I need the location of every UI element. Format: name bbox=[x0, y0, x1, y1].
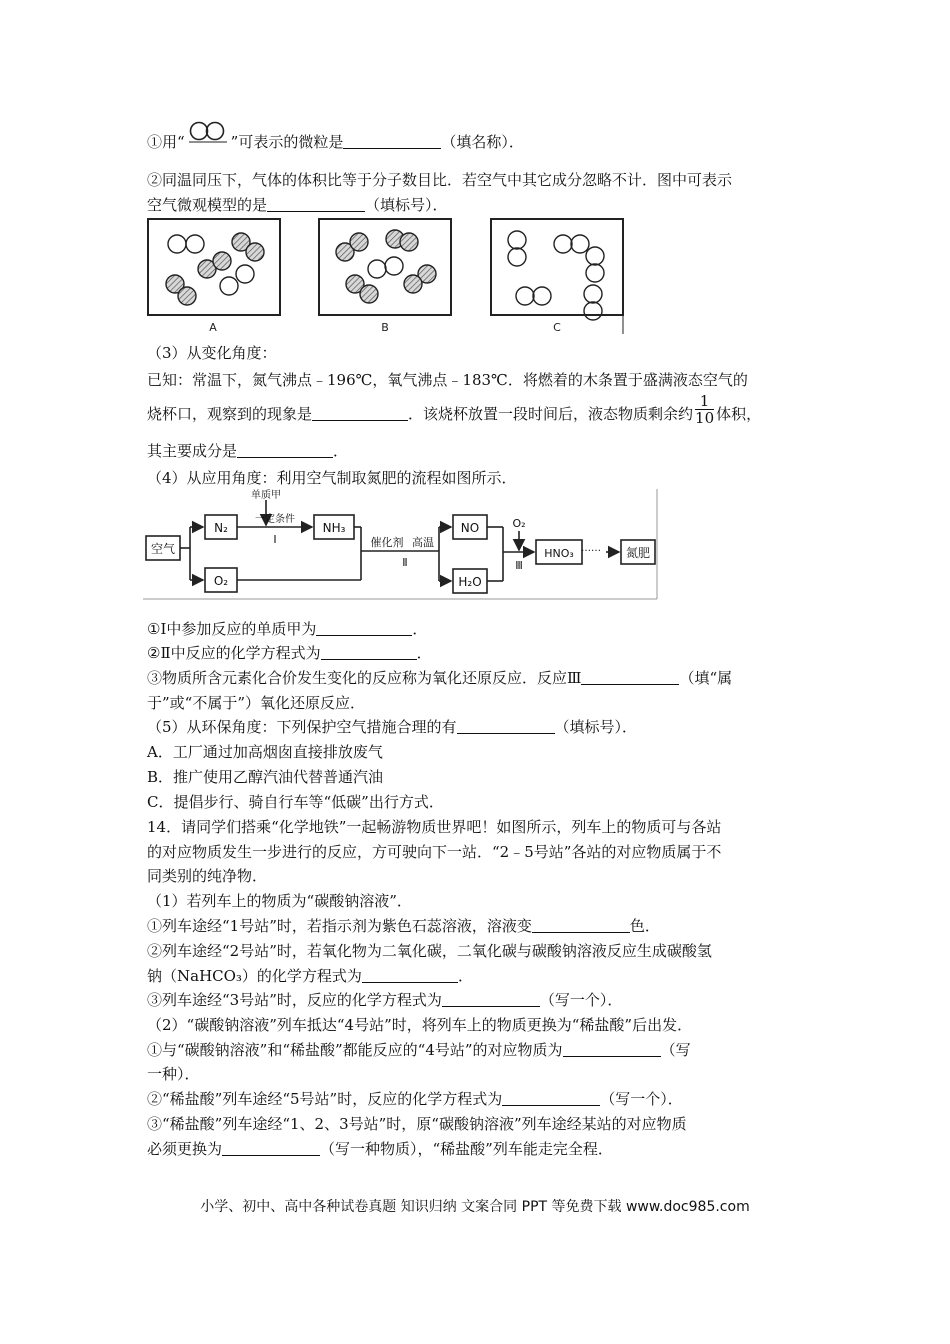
q13-s4-title: （4）从应用角度：利用空气制取氮肥的流程如图所示． bbox=[147, 469, 517, 487]
box-b bbox=[319, 219, 451, 334]
q13-option-a: A．工厂通过加高烟囱直接排放废气 bbox=[147, 743, 383, 761]
q13-s4-2 bbox=[147, 643, 432, 663]
box-c bbox=[491, 219, 623, 334]
molecule-o2-icon bbox=[185, 132, 231, 152]
q13-s4-1 bbox=[147, 619, 427, 639]
q13-p2-b-pre: 空气微观模型的是 bbox=[147, 196, 268, 214]
q13-s4-1-tail: ． bbox=[412, 620, 428, 638]
answer-blank[interactable] bbox=[312, 405, 408, 421]
answer-blank[interactable] bbox=[532, 917, 630, 933]
q13-s4-2-tail: ． bbox=[416, 644, 432, 662]
q13-s3-c bbox=[147, 441, 348, 461]
q13-s5-tail: （填标号）． bbox=[554, 718, 638, 736]
flow-fertilizer: 氮肥 bbox=[625, 546, 651, 560]
box-a bbox=[148, 219, 280, 334]
box-label-b: B bbox=[381, 321, 389, 334]
q14-line-3: 同类别的纯净物． bbox=[147, 867, 268, 885]
q13-s3-c-pre: 其主要成分是 bbox=[147, 442, 238, 460]
q14-p2-3-a: ③“稀盐酸”列车途经“1、2、3号站”时，原“碳酸钠溶液”列车途经某站的对应物质 bbox=[147, 1115, 687, 1133]
q14-p1-2-b-pre: 钠（NaHCO₃）的化学方程式为 bbox=[147, 967, 362, 985]
q13-p1-tail: （填名称）． bbox=[441, 133, 524, 151]
q14-p2-1 bbox=[147, 1040, 691, 1060]
flow-o2: O₂ bbox=[213, 574, 229, 588]
q13-s3-b bbox=[147, 391, 762, 427]
answer-blank[interactable] bbox=[442, 991, 540, 1007]
q14-p1-3-tail: （写一个）． bbox=[539, 991, 623, 1009]
q14-p1-1-tail: 色． bbox=[629, 917, 660, 935]
nitrogen-fertilizer-flow bbox=[143, 489, 659, 601]
box-label-a: A bbox=[209, 321, 217, 334]
q13-s5 bbox=[147, 717, 637, 737]
flow-catalyst: 催化剂 bbox=[370, 536, 404, 549]
q13-s3-b-mid: ．该烧杯放置一段时间后，液态物质剩余约 bbox=[408, 405, 694, 423]
q14-p2-1-b: 一种）． bbox=[147, 1065, 200, 1083]
flow-step2: Ⅱ bbox=[402, 556, 408, 569]
q13-s4-3 bbox=[147, 668, 732, 688]
q14-p2-1-tail: （写 bbox=[660, 1041, 691, 1059]
q13-option-c: C．提倡步行、骑自行车等“低碳”出行方式． bbox=[147, 793, 444, 811]
q14-p1-title: （1）若列车上的物质为“碳酸钠溶液”． bbox=[147, 892, 412, 910]
q14-p2-3-b-pre: 必须更换为 bbox=[147, 1140, 223, 1158]
q13-p2-b-tail: （填标号）． bbox=[365, 196, 448, 214]
q13-p2-line-b bbox=[147, 195, 448, 215]
q13-p1-post: ”可表示的微粒是 bbox=[230, 133, 344, 151]
flow-condition: 一定条件 bbox=[255, 514, 295, 525]
q14-p2-3-b-tail: （写一种物质），“稀盐酸”列车能走完全程． bbox=[320, 1140, 613, 1158]
answer-blank[interactable] bbox=[343, 133, 441, 149]
frac-num: 1 bbox=[695, 393, 714, 410]
answer-blank[interactable] bbox=[237, 442, 333, 458]
q13-s3-b-tail: 体积， bbox=[716, 405, 762, 423]
q13-p1 bbox=[147, 132, 524, 152]
answer-blank[interactable] bbox=[321, 644, 417, 660]
answer-blank[interactable] bbox=[502, 1090, 600, 1106]
q14-line-2: 的对应物质发生一步进行的反应，方可驶向下一站．“2﹣5号站”各站的对应物质属于不 bbox=[147, 843, 722, 861]
q14-p2-2-tail: （写一个）． bbox=[600, 1090, 683, 1108]
frac-den: 10 bbox=[695, 408, 715, 427]
q14-p2-1-pre: ①与“碳酸钠溶液”和“稀盐酸”都能反应的“4号站”的对应物质为 bbox=[147, 1041, 563, 1059]
flow-o2-input: O₂ bbox=[512, 517, 526, 530]
box-label-c: C bbox=[553, 321, 561, 334]
q14-p1-1-pre: ①列车途经“1号站”时，若指示剂为紫色石蕊溶液，溶液变 bbox=[147, 917, 532, 935]
q14-p1-2-b bbox=[147, 966, 473, 986]
q14-p1-1 bbox=[147, 916, 660, 936]
q14-line-1: 14．请同学们搭乘“化学地铁”一起畅游物质世界吧！如图所示，列车上的物质可与各站 bbox=[147, 818, 722, 836]
q13-s4-1-pre: ①Ⅰ中参加反应的单质甲为 bbox=[147, 620, 317, 638]
air-model-figure bbox=[145, 214, 635, 336]
flow-air: 空气 bbox=[150, 542, 176, 556]
q13-s3-a: 已知：常温下，氮气沸点﹣196℃，氧气沸点﹣183℃．将燃着的木条置于盛满液态空气的 bbox=[147, 371, 748, 389]
page-footer: 小学、初中、高中各种试卷真题 知识归纳 文案合同 PPT 等免费下载 www.doc985.com bbox=[200, 1199, 750, 1215]
flow-hno3: HNO₃ bbox=[544, 547, 574, 560]
q14-p2-2 bbox=[147, 1089, 683, 1109]
answer-blank[interactable] bbox=[267, 196, 365, 212]
flow-dots: …… bbox=[581, 543, 601, 554]
q13-s3-b-pre: 烧杯口，观察到的现象是 bbox=[147, 405, 313, 423]
fraction-one-tenth bbox=[695, 393, 714, 426]
flow-nh3: NH₃ bbox=[322, 521, 346, 535]
flow-h2o: H₂O bbox=[458, 575, 482, 589]
q14-p2-title: （2）“碳酸钠溶液”列车抵达“4号站”时，将列车上的物质更换为“稀盐酸”后出发． bbox=[147, 1016, 693, 1034]
answer-blank[interactable] bbox=[362, 967, 458, 983]
flow-step3: Ⅲ bbox=[515, 559, 523, 572]
q13-option-b: B．推广使用乙醇汽油代替普通汽油 bbox=[147, 768, 384, 786]
q13-s3-c-tail: ． bbox=[333, 442, 349, 460]
answer-blank[interactable] bbox=[222, 1140, 320, 1156]
q13-s4-3-b: 于”或“不属于”）氧化还原反应． bbox=[147, 694, 366, 712]
q14-p2-2-pre: ②“稀盐酸”列车途经“5号站”时，反应的化学方程式为 bbox=[147, 1090, 503, 1108]
flow-step1: Ⅰ bbox=[273, 533, 277, 546]
answer-blank[interactable] bbox=[581, 669, 679, 685]
q14-p2-3-b bbox=[147, 1139, 613, 1159]
q14-p1-3 bbox=[147, 990, 622, 1010]
q14-p1-3-pre: ③列车途经“3号站”时，反应的化学方程式为 bbox=[147, 991, 442, 1009]
q13-s4-3-tail: （填“属 bbox=[679, 669, 733, 687]
q14-p1-2-a: ②列车途经“2号站”时，若氧化物为二氧化碳，二氧化碳与碳酸钠溶液反应生成碳酸氢 bbox=[147, 942, 712, 960]
q14-p1-2-b-tail: ． bbox=[457, 967, 473, 985]
flow-no: NO bbox=[460, 521, 480, 535]
q13-s5-pre: （5）从环保角度：下列保护空气措施合理的有 bbox=[147, 718, 457, 736]
flow-n2: N₂ bbox=[214, 521, 228, 535]
q13-p1-pre: ①用“ bbox=[147, 133, 185, 151]
answer-blank[interactable] bbox=[316, 620, 412, 636]
q13-s4-3-pre: ③物质所含元素化合价发生变化的反应称为氧化还原反应．反应Ⅲ bbox=[147, 669, 582, 687]
q13-p2-line-a: ②同温同压下，气体的体积比等于分子数目比．若空气中其它成分忽略不计．图中可表示 bbox=[147, 171, 733, 189]
answer-blank[interactable] bbox=[563, 1041, 661, 1057]
flow-reagent: 单质甲 bbox=[251, 490, 281, 501]
q13-s3-title: （3）从变化角度： bbox=[147, 344, 277, 362]
q13-s4-2-pre: ②Ⅱ中反应的化学方程式为 bbox=[147, 644, 321, 662]
flow-high-temp: 高温 bbox=[412, 536, 434, 549]
answer-blank[interactable] bbox=[457, 718, 555, 734]
